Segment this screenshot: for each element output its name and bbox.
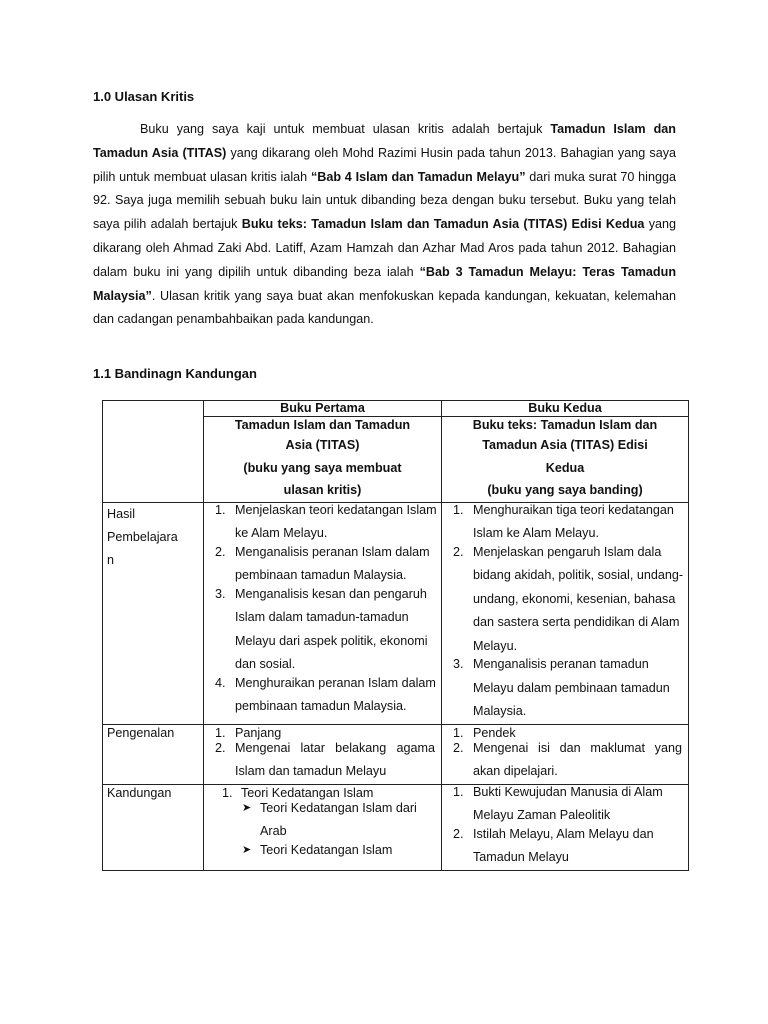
list-number: 1. (453, 725, 464, 740)
header-book1: Buku Pertama (204, 401, 442, 417)
book1-note-line: (buku yang saya membuat (243, 460, 402, 475)
paragraph-text: yang dikarang oleh Ahmad Zaki Abd. Latiff, Azam Hamzah dan Azhar Mad Aros pada tahun 2012. Bahagian dalam buku ini yang dipilih untuk dibanding beza ialah (93, 217, 677, 279)
numbered-list (208, 499, 437, 719)
list-text: Mengenai isi dan maklumat yang akan dipelajari. (473, 740, 682, 778)
list-number: 1. (215, 502, 226, 517)
header-book2: Buku Kedua (442, 401, 689, 417)
paragraph-text: dari muka surat 70 hingga 92. Saya juga memilih sebuah buku lain untuk dibanding beza dengan buku tersebut. Buku yang telah saya pilih adalah bertajuk (93, 169, 676, 232)
book2-title-line: Kedua (545, 460, 585, 475)
book2-title-line: Buku teks: Tamadun Islam dan (472, 418, 658, 432)
list-text: Menghuraikan tiga teori kedatangan Islam ke Alam Melayu. (473, 502, 674, 540)
row-label-kandungan (103, 784, 204, 870)
numbered-list (208, 725, 437, 784)
list-text: Menganalisis peranan Islam dalam pembinaan tamadun Malaysia. (235, 544, 430, 582)
table-header-row (103, 401, 689, 417)
list-text: Panjang (235, 725, 282, 740)
list-item (446, 499, 684, 546)
list-text: Menjelaskan teori kedatangan Islam ke Alam Melayu. (235, 502, 437, 540)
list-item (446, 737, 684, 784)
list-number: 2. (215, 544, 226, 559)
list-item (446, 781, 684, 828)
book2-cell (442, 784, 689, 870)
book1-cell (204, 502, 442, 724)
list-number: 2. (453, 544, 464, 559)
header-book1-detail (204, 417, 442, 503)
list-item (208, 541, 437, 588)
row-label-line: Kandungan (107, 785, 172, 800)
book1-note-line: ulasan kritis) (283, 483, 362, 497)
row-label-line: Pembelajara (107, 529, 178, 544)
list-text: Teori Kedatangan Islam (241, 785, 374, 800)
numbered-list (446, 781, 684, 870)
list-number: 1. (222, 785, 233, 800)
list-item (208, 583, 437, 677)
numbered-list (446, 499, 684, 724)
paragraph-text: Buku yang saya kaji untuk membuat ulasan kritis adalah bertajuk (140, 122, 551, 136)
paragraph-text: yang dikarang oleh Mohd Razimi Husin pada tahun 2013. Bahagian yang saya pilih untuk membuat ulasan kritis ialah (93, 145, 676, 184)
header-book2-detail (442, 417, 689, 503)
list-item (208, 797, 437, 844)
book1-title-line: Asia (TITAS) (285, 438, 360, 452)
list-text: Menghuraikan peranan Islam dalam pembinaan tamadun Malaysia. (235, 675, 436, 713)
row-label-line: Pengenalan (107, 725, 175, 740)
table-row (103, 724, 689, 784)
list-number: 4. (215, 675, 226, 690)
list-text: Mengenai latar belakang agama Islam dan tamadun Melayu (235, 740, 435, 778)
list-number: 1. (453, 784, 464, 799)
table-row (103, 784, 689, 870)
list-item (208, 737, 437, 784)
list-item (446, 541, 684, 659)
numbered-list (446, 725, 684, 784)
list-item (208, 499, 437, 546)
book1-title: Tamadun Islam dan Tamadun Asia (TITAS) (93, 122, 676, 160)
comparison-table (102, 400, 689, 871)
list-text: Menjelaskan pengaruh Islam dala bidang akidah, politik, sosial, undang-undang, ekonomi, kesenian, bahasa dan sastera serta pendidikan di Alam Melayu. (473, 544, 684, 653)
book1-cell (204, 724, 442, 784)
row-label-hasil-pembelajaran (103, 502, 204, 724)
list-item (208, 839, 437, 863)
intro-paragraph (93, 118, 676, 332)
book2-title-line: Tamadun Asia (TITAS) Edisi (482, 438, 648, 452)
book2-cell (442, 724, 689, 784)
list-text: Istilah Melayu, Alam Melayu dan Tamadun Melayu (473, 826, 654, 864)
list-text: Bukti Kewujudan Manusia di Alam Melayu Zaman Paleolitik (473, 784, 663, 822)
list-text: Teori Kedatangan Islam (260, 842, 393, 857)
list-number: 3. (215, 586, 226, 601)
list-item (446, 653, 684, 724)
list-text: Menganalisis kesan dan pengaruh Islam dalam tamadun-tamadun Melayu dari aspek politik, ekonomi dan sosial. (235, 586, 428, 671)
list-number: 2. (215, 740, 226, 755)
book2-cell (442, 502, 689, 724)
book2-chapter: “Bab 3 Tamadun Melayu: Teras Tamadun Malaysia” (93, 264, 677, 303)
paragraph-text: . Ulasan kritik yang saya buat akan menfokuskan kepada kandungan, kekuatan, kelemahan dan cadangan penambahbaikan pada kandungan. (93, 288, 676, 327)
arrow-list (208, 797, 437, 863)
arrow-bullet-icon: ➤ (242, 801, 252, 814)
row-label-line: n (107, 552, 115, 567)
list-text: Teori Kedatangan Islam dari Arab (260, 800, 417, 838)
list-number: 1. (453, 502, 464, 517)
list-text: Menganalisis peranan tamadun Melayu dalam pembinaan tamadun Malaysia. (473, 657, 670, 718)
list-number: 1. (215, 725, 226, 740)
book1-chapter: “Bab 4 Islam dan Tamadun Melayu” (310, 169, 526, 184)
row-label-line: Hasil (107, 506, 135, 521)
arrow-bullet-icon: ➤ (242, 843, 252, 856)
list-number: 2. (453, 740, 464, 755)
list-item (208, 672, 437, 719)
header-empty-cell (103, 401, 204, 503)
book1-cell (204, 784, 442, 870)
row-label-pengenalan (103, 724, 204, 784)
list-number: 2. (453, 826, 464, 841)
table-row (103, 502, 689, 724)
book2-note-line: (buku yang saya banding) (487, 483, 643, 497)
book2-title: Buku teks: Tamadun Islam dan Tamadun Asia (TITAS) Edisi Kedua (241, 217, 645, 232)
section-heading-ulasan-kritis: 1.0 Ulasan Kritis (93, 89, 195, 104)
list-text: Pendek (473, 725, 516, 740)
book1-title-line: Tamadun Islam dan Tamadun (234, 418, 411, 432)
list-number: 3. (453, 657, 464, 671)
section-heading-bandingan: 1.1 Bandinagn Kandungan (93, 366, 257, 381)
list-item (446, 823, 684, 870)
